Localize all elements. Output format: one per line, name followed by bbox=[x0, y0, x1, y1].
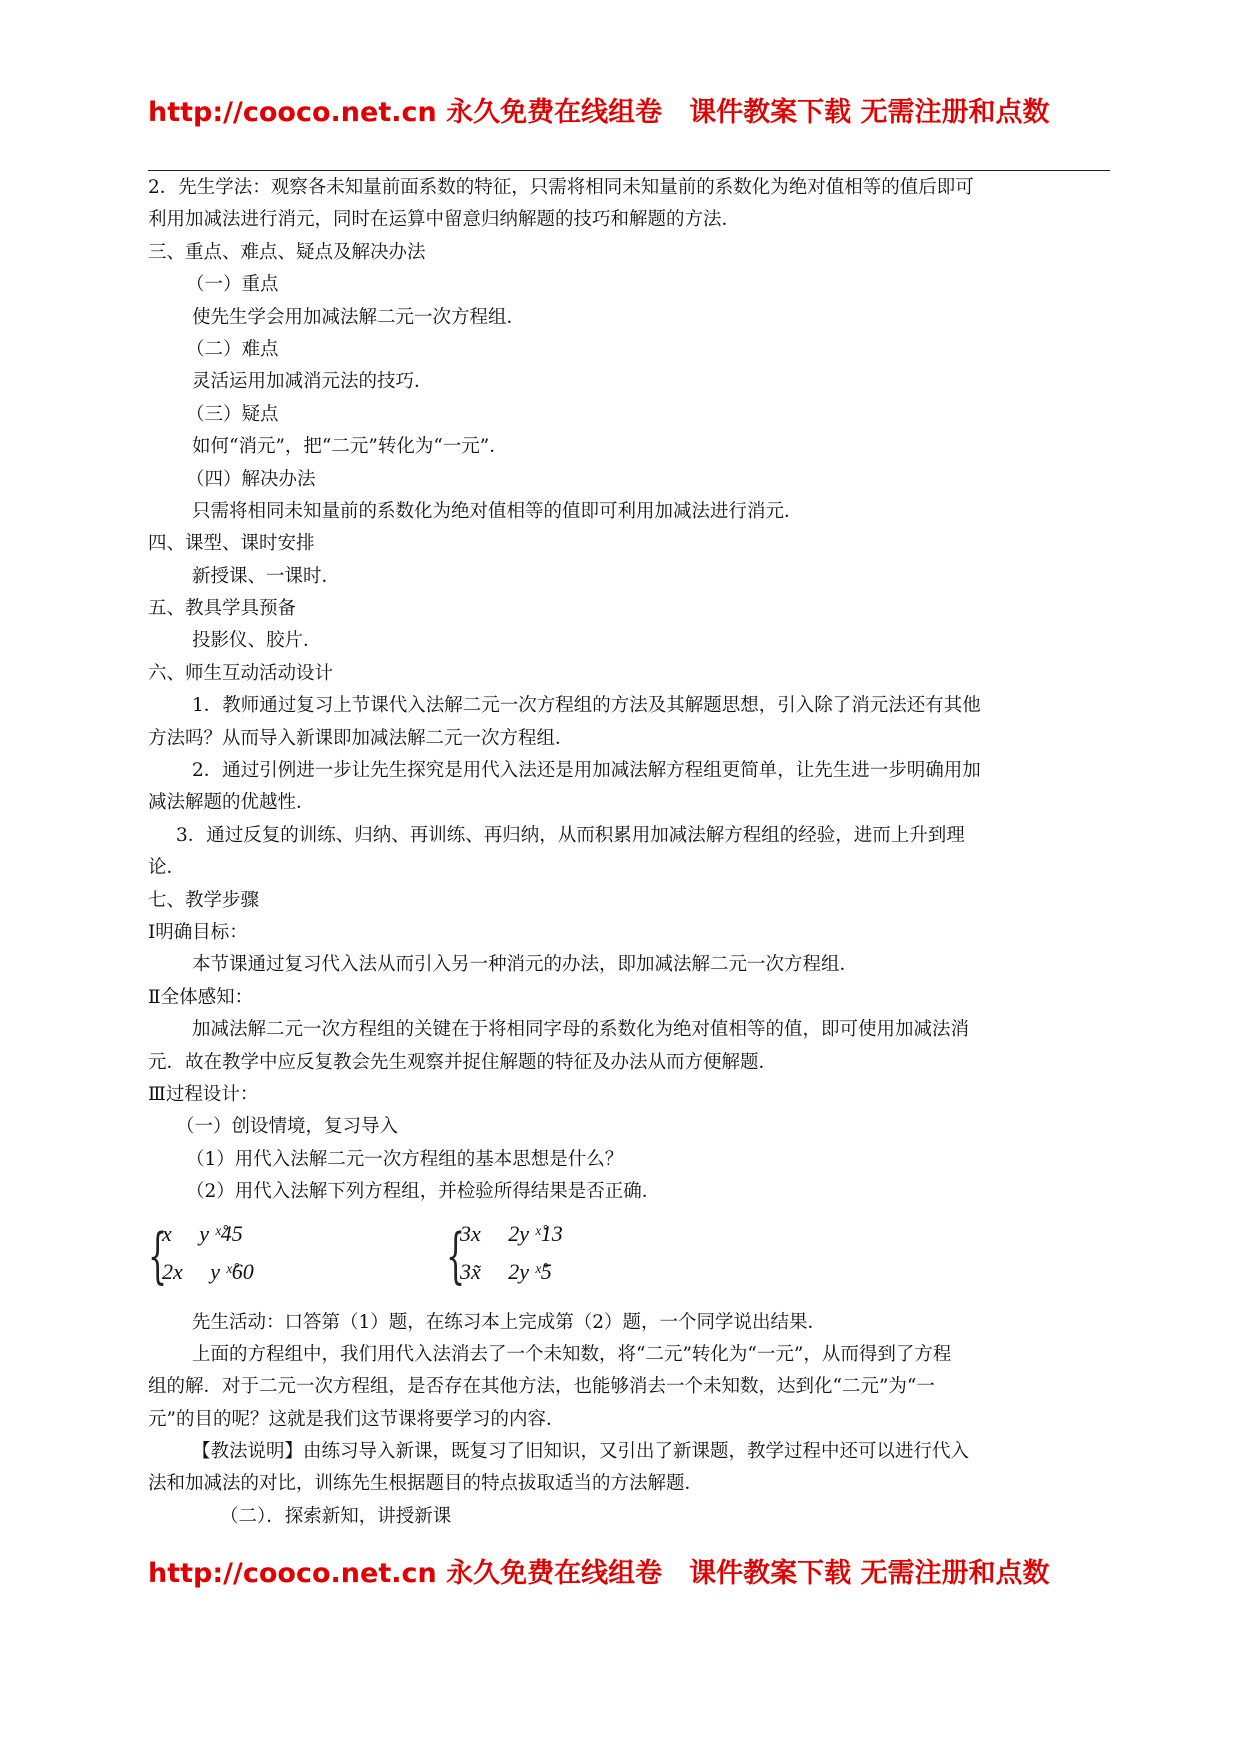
subsection-heading: （二）．探索新知，讲授新课 bbox=[220, 1505, 452, 1527]
paragraph-line: 元．故在教学中应反复教会先生观察并捉住解题的特征及办法从而方便解题． bbox=[148, 1051, 778, 1073]
paragraph-line: 灵活运用加减消元法的技巧． bbox=[192, 371, 433, 393]
paragraph-line: 方法吗？从而导入新课即加减法解二元一次方程组． bbox=[148, 727, 574, 749]
paragraph-line: 先生活动：口答第（1）题，在练习本上完成第（2）题，一个同学说出结果． bbox=[192, 1311, 827, 1333]
step-heading: Ⅰ明确目标： bbox=[148, 921, 248, 943]
step-heading: Ⅲ过程设计： bbox=[148, 1083, 259, 1105]
subsection-heading: （一）重点 bbox=[186, 274, 279, 296]
section-heading: 六、师生互动活动设计 bbox=[148, 662, 334, 684]
paragraph-line: 【教法说明】由练习导入新课，既复习了旧知识，又引出了新课题，教学过程中还可以进行代入 bbox=[192, 1441, 970, 1463]
paragraph-line: 使先生学会用加减法解二元一次方程组． bbox=[192, 306, 526, 328]
footer-banner: http://cooco.net.cn 永久免费在线组卷 课件教案下载 无需注册和点数 bbox=[148, 1558, 1050, 1589]
subsection-heading: （三）疑点 bbox=[186, 403, 279, 425]
paragraph-line: 2．通过引例进一步让先生探究是用代入法还是用加减法解方程组更简单，让先生进一步明确用加 bbox=[192, 760, 981, 782]
equation: 2x y ˣ̊60 bbox=[162, 1258, 254, 1284]
paragraph-line: 只需将相同未知量前的系数化为绝对值相等的值即可利用加减法进行消元． bbox=[192, 500, 803, 522]
subsection-heading: （四）解决办法 bbox=[186, 468, 316, 490]
section-heading: 三、重点、难点、疑点及解决办法 bbox=[148, 241, 426, 263]
header-banner: http://cooco.net.cn 永久免费在线组卷 课件教案下载 无需注册和点数 bbox=[148, 97, 1050, 128]
paragraph-line: 论． bbox=[148, 857, 186, 879]
equation-systems bbox=[148, 1217, 1110, 1303]
paragraph-line: 组的解．对于二元一次方程组，是否存在其他方法，也能够消去一个未知数，达到化“二元”为“一 bbox=[148, 1376, 935, 1398]
equation: 3x 2y ˣ̊13 bbox=[460, 1220, 563, 1246]
paragraph-line: 2．先生学法：观察各未知量前面系数的特征，只需将相同未知量前的系数化为绝对值相等的值后即可 bbox=[148, 177, 974, 198]
subsection-heading: （二）难点 bbox=[186, 338, 279, 360]
section-heading: 四、课型、课时安排 bbox=[148, 533, 315, 555]
paragraph-line: 1．教师通过复习上节课代入法解二元一次方程组的方法及其解题思想，引入除了消元法还有其他 bbox=[192, 695, 981, 717]
subsection-heading: （一）创设情境，复习导入 bbox=[176, 1116, 399, 1138]
brace-icon: { bbox=[148, 1220, 168, 1291]
brace-icon: { bbox=[446, 1220, 466, 1291]
paragraph-line: 加减法解二元一次方程组的关键在于将相同字母的系数化为绝对值相等的值，即可使用加减法消 bbox=[192, 1019, 970, 1041]
paragraph-line: 本节课通过复习代入法从而引入另一种消元的办法，即加减法解二元一次方程组． bbox=[192, 954, 859, 976]
paragraph-line: 减法解题的优越性． bbox=[148, 792, 315, 814]
paragraph-line: 新授课、一课时． bbox=[192, 565, 341, 587]
paragraph-line: 投影仪、胶片． bbox=[192, 630, 322, 652]
paragraph-line: 上面的方程组中，我们用代入法消去了一个未知数，将“二元”转化为“一元”，从而得到了方程 bbox=[192, 1343, 952, 1365]
paragraph-line: 法和加减法的对比，训练先生根据题目的特点拔取适当的方法解题． bbox=[148, 1473, 704, 1495]
question-line: （1）用代入法解二元一次方程组的基本思想是什么？ bbox=[186, 1148, 624, 1170]
paragraph-line: 3．通过反复的训练、归纳、再训练、再归纳，从而积累用加减法解方程组的经验，进而上升到理 bbox=[176, 824, 965, 846]
paragraph-line: 如何“消元”，把“二元”转化为“一元”． bbox=[192, 436, 508, 458]
question-line: （2）用代入法解下列方程组，并检验所得结果是否正确． bbox=[186, 1181, 661, 1203]
paragraph-line: 利用加减法进行消元，同时在运算中留意归纳解题的技巧和解题的方法． bbox=[148, 209, 741, 231]
document-body bbox=[148, 172, 1110, 1533]
section-heading: 五、教具学具预备 bbox=[148, 598, 297, 620]
paragraph-line: 元”的目的呢？这就是我们这节课将要学习的内容． bbox=[148, 1408, 565, 1430]
section-heading: 七、教学步骤 bbox=[148, 889, 260, 911]
equation: 3x̃ 2y ˣ̊5 bbox=[460, 1258, 552, 1284]
equation: x y ˣ̊45 bbox=[162, 1220, 243, 1246]
step-heading: Ⅱ全体感知： bbox=[148, 986, 254, 1008]
header-rule bbox=[148, 170, 1110, 171]
